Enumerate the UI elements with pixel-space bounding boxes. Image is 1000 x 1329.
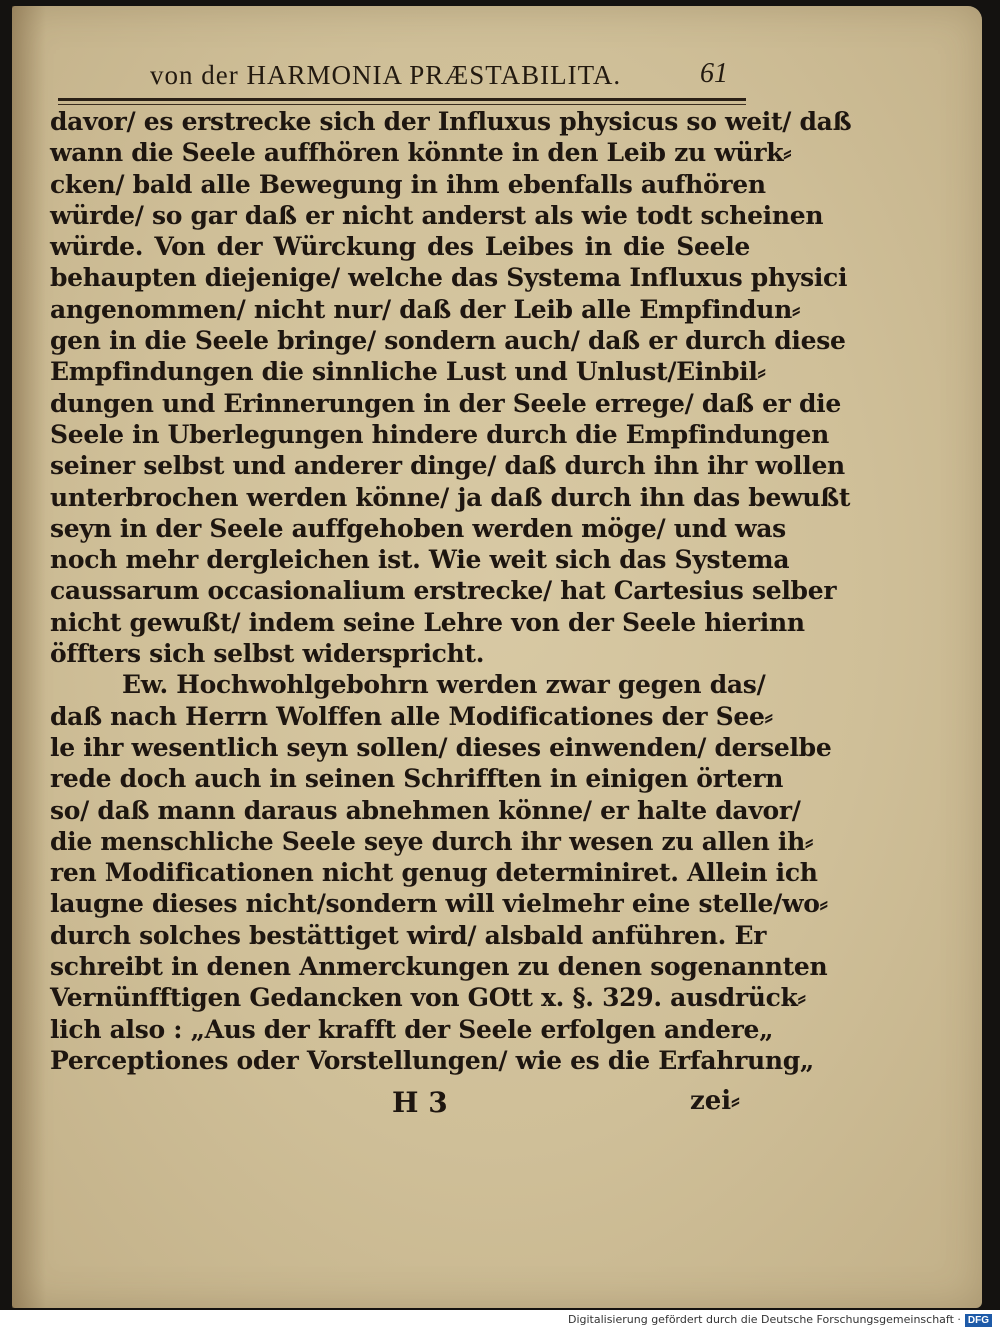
text-line: nicht gewußt/ indem seine Lehre von der Seele hierinn xyxy=(50,607,805,637)
dfg-logo: DFG xyxy=(965,1314,992,1327)
text-line: würde/ so gar daß er nicht anderst als wie todt scheinen xyxy=(50,200,824,230)
page-gutter-shadow xyxy=(12,6,46,1308)
credit-text: Digitalisierung gefördert durch die Deutsche Forschungsgemeinschaft · xyxy=(567,1313,961,1326)
text-line: le ihr wesentlich seyn sollen/ dieses einwenden/ derselbe xyxy=(50,732,832,762)
page-number: 61 xyxy=(700,58,728,89)
text-line: Ew. Hochwohlgebohrn werden zwar gegen das/ xyxy=(122,670,766,700)
catchword: zei⸗ xyxy=(690,1086,740,1116)
text-line: Seele in Uberlegungen hindere durch die Empfindungen xyxy=(50,419,829,449)
text-line: noch mehr dergleichen ist. Wie weit sich das Systema xyxy=(50,545,790,575)
text-line: cken/ bald alle Bewegung in ihm ebenfalls aufhören xyxy=(50,169,766,199)
text-line: durch solches bestättiget wird/ alsbald anführen. Er xyxy=(50,920,767,950)
head-rule-thin xyxy=(58,104,746,105)
text-line: davor/ es erstrecke sich der Influxus physicus so weit/ daß xyxy=(50,107,852,136)
head-rule xyxy=(58,98,746,101)
body-text xyxy=(50,106,852,1076)
signature-mark: H 3 xyxy=(392,1086,448,1119)
text-line: wann die Seele auffhören könnte in den Leib zu würk⸗ xyxy=(50,138,792,168)
text-line: so/ daß mann daraus abnehmen könne/ er halte davor/ xyxy=(50,795,801,825)
text-line: schreibt in denen Anmerckungen zu denen sogenannten xyxy=(50,952,828,982)
text-line: caussarum occasionalium erstrecke/ hat Cartesius selber xyxy=(50,576,837,606)
text-line: die menschliche Seele seye durch ihr wesen zu allen ih⸗ xyxy=(50,826,814,856)
text-line: Empfindungen die sinnliche Lust und Unlust/Einbil⸗ xyxy=(50,357,766,387)
text-line: seyn in der Seele auffgehoben werden möge/ und was xyxy=(50,513,786,543)
text-line: dungen und Erinnerungen in der Seele errege/ daß er die xyxy=(50,388,841,418)
text-line: daß nach Herrn Wolffen alle Modificationes der See⸗ xyxy=(50,701,773,731)
text-line: würde. Von der Würckung des Leibes in die Seele xyxy=(50,232,750,262)
text-line: gen in die Seele bringe/ sondern auch/ daß er durch diese xyxy=(50,326,846,356)
text-line: Perceptiones oder Vorstellungen/ wie es die Erfahrung„ xyxy=(50,1045,814,1075)
text-line: seiner selbst und anderer dinge/ daß durch ihn ihr wollen xyxy=(50,451,845,481)
running-head: von der HARMONIA PRÆSTABILITA. xyxy=(150,60,622,90)
text-line: rede doch auch in seinen Schrifften in einigen örtern xyxy=(50,764,784,794)
text-line: lich also : „Aus der krafft der Seele erfolgen andere„ xyxy=(50,1014,774,1044)
text-line: Vernünfftigen Gedancken von GOtt x. §. 329. ausdrück⸗ xyxy=(50,983,806,1013)
text-line: behaupten diejenige/ welche das Systema Influxus physici xyxy=(50,263,848,293)
text-line: unterbrochen werden könne/ ja daß durch ihn das bewußt xyxy=(50,482,851,512)
text-line: laugne dieses nicht/sondern will vielmehr eine stelle/wo⸗ xyxy=(50,889,828,919)
text-line: öffters sich selbst widerspricht. xyxy=(50,639,485,669)
text-line: angenommen/ nicht nur/ daß der Leib alle Empfindun⸗ xyxy=(50,294,800,324)
digitization-credit xyxy=(568,1312,992,1328)
text-line: ren Modificationen nicht genug determiniret. Allein ich xyxy=(50,858,818,888)
